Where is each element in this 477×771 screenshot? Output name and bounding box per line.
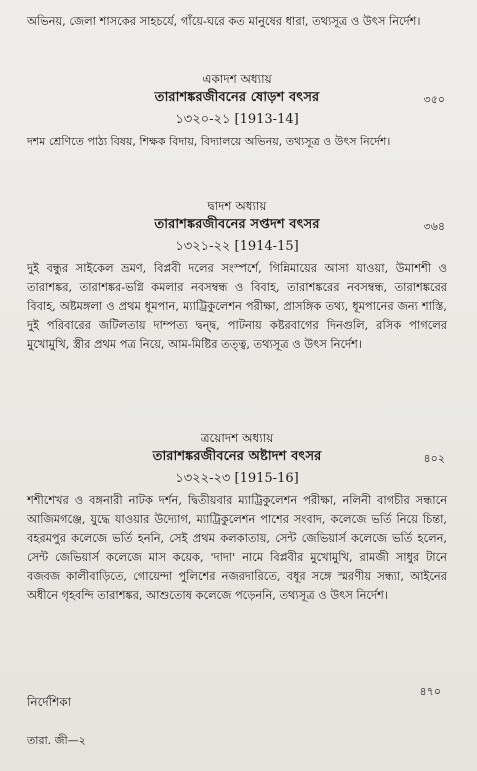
chapter-summary: শশীশেখর ও বঙ্গনারী নাটক দর্শন, দ্বিতীয়বার ম্যাট্রিকুলেশন পরীক্ষা, নলিনী বাগচীর সন্ধানে আজিমগঞ্জে, যুদ্ধে যাওয়ার উদ্যোগ, ম্যাট্রিকুলেশন পাশের সংবাদ, কলেজে ভর্তি নিয়ে চিন্তা, বহরমপুর কলেজে ভর্তি হননি, সেই প্রথম কলকাতায়, সেন্ট জেভিয়ার্স কলেজে ভর্তি হলেন, সেন্ট জেভিয়ার্স কলেজে মাস কয়েক, 'দাদা' নামে বিপ্লবীর মুখোমুখি, রামজী সাধুর টানে বজবজ কালীবাড়িতে, গোয়েন্দা পুলিশের নজরদারিতে, বধূর সঙ্গে স্মরণীয় সন্ধ্যা, আইনের অধীনে গৃহবন্দি তারাশঙ্কর, আশুতোষ কলেজে পড়েননি, তথ্যসূত্র ও উৎস নির্দেশ।	[27, 493, 447, 602]
chapter-years: ১৩২২-২৩ [1915-16]	[175, 471, 299, 486]
chapter-13	[27, 430, 447, 605]
chapter-title-row	[27, 88, 447, 108]
signature-mark: তারা. জী—২	[27, 734, 86, 747]
chapter-title: তারাশঙ্করজীবনের ষোড়শ বৎসর	[154, 90, 320, 105]
index-label: নির্দেশিকা	[27, 695, 72, 709]
chapter-title-row	[27, 447, 447, 467]
index-page-number: ৪৭০	[419, 685, 441, 698]
chapter-12	[27, 198, 447, 354]
chapter-summary: দশম শ্রেণিতে পাঠ্য বিষয়, শিক্ষক বিদায়, বিদ্যালয়ে অভিনয়, তথ্যসূত্র ও উৎস নির্দেশ।	[27, 135, 391, 148]
chapter-heading: একাদশ অধ্যায়	[202, 72, 272, 86]
chapter-heading: দ্বাদশ অধ্যায়	[207, 199, 267, 213]
chapter-page-number: ৪০২	[423, 452, 445, 465]
chapter-years: ১৩২১-২২ [1914-15]	[175, 239, 299, 254]
chapter-years: ১৩২০-২১ [1913-14]	[175, 112, 299, 127]
chapter-summary: দুই বন্ধুর সাইকেল ভ্রমণ, বিপ্লবী দলের সংস্পর্শে, গিন্নিমায়ের আসা যাওয়া, উমাশশী ও তারাশঙ্কর, তারাশঙ্কর-ভগ্নি কমলার নবসম্বন্ধ ও বিবাহ, তারাশঙ্করের নবসম্বন্ধ, তারাশঙ্করের বিবাহ, অষ্টমঙ্গলা ও প্রথম ধূমপান, ম্যাট্রিকুলেশন পরীক্ষা, প্রাসঙ্গিক তথ্য, ধূমপানের জন্য শাস্তি, দুই পরিবারের জটিলতায় দাম্পত্য দ্বন্দ্ব, পাটনায় কষ্টরবাগের দিনগুলি, রসিক পাগলের মুখোমুখি, স্ত্রীর প্রথম পত্র নিয়ে, আম-মিষ্টির তত্ত্ব, তথ্যসূত্র ও উৎস নির্দেশ।	[27, 261, 447, 351]
chapter-page-number: ৩৬৪	[423, 220, 445, 233]
chapter-11	[27, 71, 447, 151]
chapter-page-number: ৩৫০	[423, 93, 445, 106]
chapter-heading: ত্রয়োদশ অধ্যায়	[200, 431, 274, 445]
chapter-title: তারাশঙ্করজীবনের সপ্তদশ বৎসর	[154, 217, 320, 232]
intro-paragraph: অভিনয়, জেলা শাসকের সাহচর্যে, গাঁয়ে-ঘরে কত মানুষের ধারা, তথ্যসূত্র ও উৎস নির্দেশ।	[27, 14, 421, 28]
chapter-title: তারাশঙ্করজীবনের অষ্টাদশ বৎসর	[152, 449, 322, 464]
chapter-title-row	[27, 215, 447, 235]
